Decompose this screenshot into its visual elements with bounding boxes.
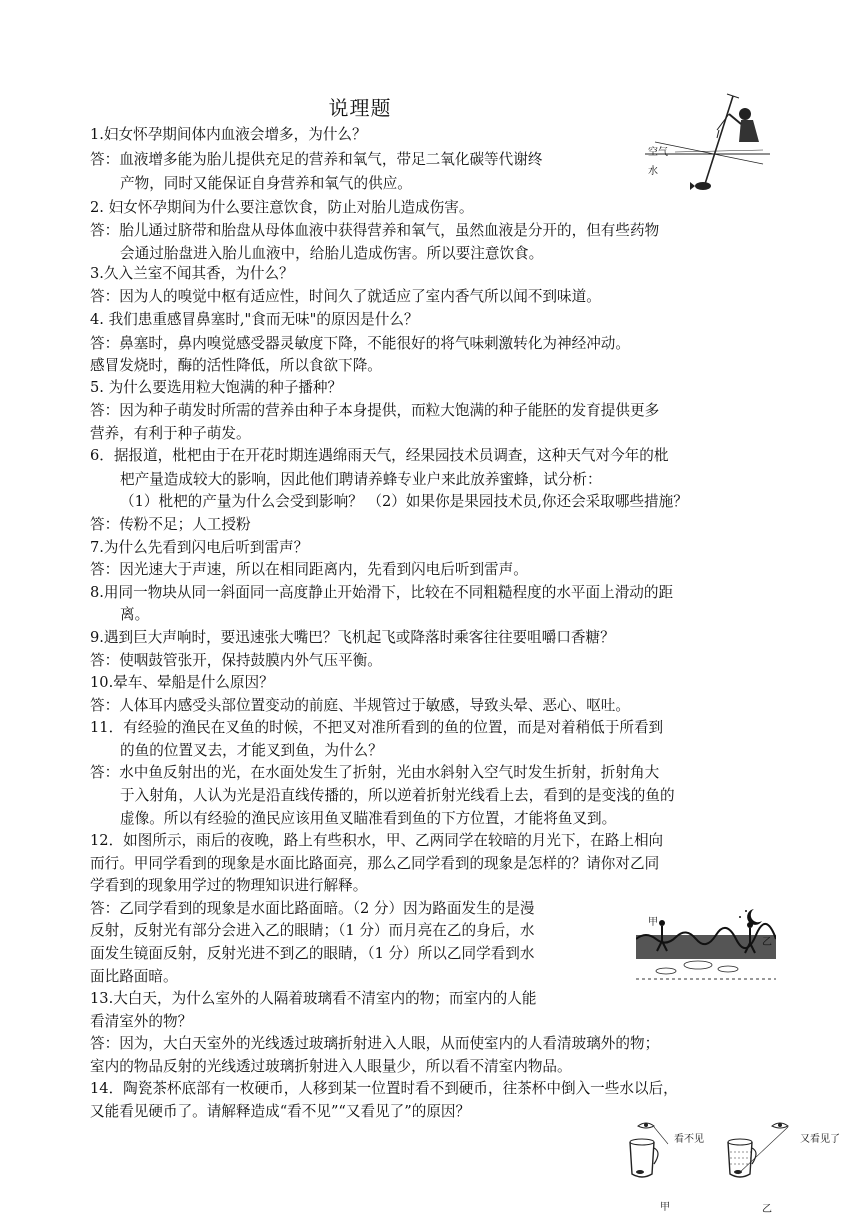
page-title: 说理题 [328,96,392,120]
night-road-figure [636,905,776,985]
q12-question-line-3: 学看到的现象用学过的物理知识进行解释。 [90,877,368,894]
q6-question-line-2: 杷产量造成较大的影响，因此他们聘请养蜂专业户来此放养蜜蜂，试分析： [120,471,602,488]
q3-question: 3.久入兰室不闻其香，为什么？ [90,265,294,282]
q9-question: 9.遇到巨大声响时，要迅速张大嘴巴？飞机起飞或降落时乘客往往要咀嚼口香糖？ [90,629,615,646]
q2-answer-line-1: 答：胎儿通过脐带和胎盘从母体血液中获得营养和氧气，虽然血液是分开的，但有些药物 [90,222,660,239]
cup-yi-label: 乙 [762,1204,772,1215]
q2-question: 2. 妇女怀孕期间为什么要注意饮食，防止对胎儿造成伤害。 [90,199,474,216]
q12-question-line-1: 12．如图所示，雨后的夜晚，路上有些积水，甲、乙两同学在较暗的月光下，在路上相向 [90,832,664,849]
q10-question: 10.晕车、晕船是什么原因？ [90,674,274,691]
q6-subquestions: （1）枇杷的产量为什么会受到影响？ （2）如果你是果园技术员,你还会采取哪些措施？ [120,493,688,510]
q1-question: 1.妇女怀孕期间体内血液会增多，为什么？ [90,126,367,143]
q4-question: 4. 我们患重感冒鼻塞时,"食而无味"的原因是什么？ [90,311,419,328]
q12-question-line-2: 而行。甲同学看到的现象是水面比路面亮，那么乙同学看到的现象是怎样的？请你对乙同 [90,855,660,872]
q12-answer-line-2: 反射，反射光有部分会进入乙的眼睛；（1 分）而月亮在乙的身后，水 [90,922,535,939]
q10-answer: 答：人体耳内感受头部位置变动的前庭、半规管过于敏感，导致头晕、恶心、呕吐。 [90,697,630,714]
q6-question-line-1: 6．据报道，枇杷由于在开花时期连遇绵雨天气，经果园技术员调查，这种天气对今年的枇 [90,447,669,464]
q14-question-line-1: 14．陶瓷茶杯底部有一枚硬币，人移到某一位置时看不到硬币，往茶杯中倒入一些水以后， [90,1080,678,1097]
q12-answer-line-3: 面发生镜面反射，反射光进不到乙的眼睛，（1 分）所以乙同学看到水 [90,945,535,962]
q11-answer-line-1: 答：水中鱼反射出的光，在水面处发生了折射，光由水斜射入空气时发生折射，折射角大 [90,764,660,781]
q12-answer-line-4: 面比路面暗。 [90,968,178,985]
fish-air-label: 空气 [648,147,668,158]
fish-spearing-figure [645,92,770,194]
q1-answer-line-1: 答：血液增多能为胎儿提供充足的营养和氧气，带足二氧化碳等代谢终 [90,151,543,168]
q14-question-line-2: 又能看见硬币了。请解释造成“看不见”“又看见了”的原因？ [90,1103,471,1120]
cup-jia-label: 甲 [660,1202,670,1213]
q2-answer-line-2: 会通过胎盘进入胎儿血液中，给胎儿造成伤害。所以要注意饮食。 [120,245,544,262]
q5-answer-line-2: 营养，有利于种子萌发。 [90,425,251,442]
q5-answer-line-1: 答：因为种子萌发时所需的营养由种子本身提供，而粒大饱满的种子能胚的发育提供更多 [90,402,660,419]
q6-answer: 答：传粉不足；人工授粉 [90,516,251,533]
cup-cannot-see-label: 看不见 [674,1134,704,1145]
q9-answer: 答：使咽鼓管张开，保持鼓膜内外气压平衡。 [90,652,382,669]
cup-see-again-label: 又看见了 [800,1134,840,1145]
q5-question: 5. 为什么要选用粒大饱满的种子播种？ [90,379,343,396]
q13-question-line-1: 13.大白天，为什么室外的人隔着玻璃看不清室内的物；而室内的人能 [90,990,537,1007]
fish-water-label: 水 [648,166,658,177]
q7-answer: 答：因光速大于声速，所以在相同距离内，先看到闪电后听到雷声。 [90,561,528,578]
q3-answer: 答：因为人的嗅觉中枢有适应性，时间久了就适应了室内香气所以闻不到味道。 [90,288,601,305]
q11-answer-line-3: 虚像。所以有经验的渔民应该用鱼叉瞄准看到鱼的下方位置，才能将鱼叉到。 [120,810,617,827]
q11-question-line-2: 的鱼的位置叉去，才能叉到鱼，为什么？ [120,742,383,759]
q1-answer-line-2: 产物，同时又能保证自身营养和氧气的供应。 [120,175,412,192]
q11-question-line-1: 11．有经验的渔民在叉鱼的时候，不把叉对准所看到的鱼的位置，而是对着稍低于所看到 [90,719,664,736]
q12-answer-line-1: 答：乙同学看到的现象是水面比路面暗。（2 分）因为路面发生的是漫 [90,900,535,917]
teacup-coin-figure [622,1118,852,1215]
q4-answer-line-1: 答：鼻塞时，鼻内嗅觉感受器灵敏度下降，不能很好的将气味刺激转化为神经冲动。 [90,335,630,352]
q8-question-line-1: 8.用同一物块从同一斜面同一高度静止开始滑下，比较在不同粗糙程度的水平面上滑动的距 [90,584,674,601]
q13-answer-line-1: 答：因为，大白天室外的光线透过玻璃折射进入人眼，从而使室内的人看清玻璃外的物； [90,1035,660,1052]
night-yi-label: 乙 [762,937,772,948]
q13-question-line-2: 看清室外的物？ [90,1013,193,1030]
q7-question: 7.为什么先看到闪电后听到雷声？ [90,539,309,556]
night-jia-label: 甲 [648,917,658,928]
q11-answer-line-2: 于入射角，人认为光是沿直线传播的，所以逆着折射光线看上去，看到的是变浅的鱼的 [120,787,675,804]
q13-answer-line-2: 室内的物品反射的光线透过玻璃折射进入人眼量少，所以看不清室内物品。 [90,1058,572,1075]
q4-answer-line-2: 感冒发烧时，酶的活性降低，所以食欲下降。 [90,357,382,374]
q8-question-line-2: 离。 [120,606,150,623]
